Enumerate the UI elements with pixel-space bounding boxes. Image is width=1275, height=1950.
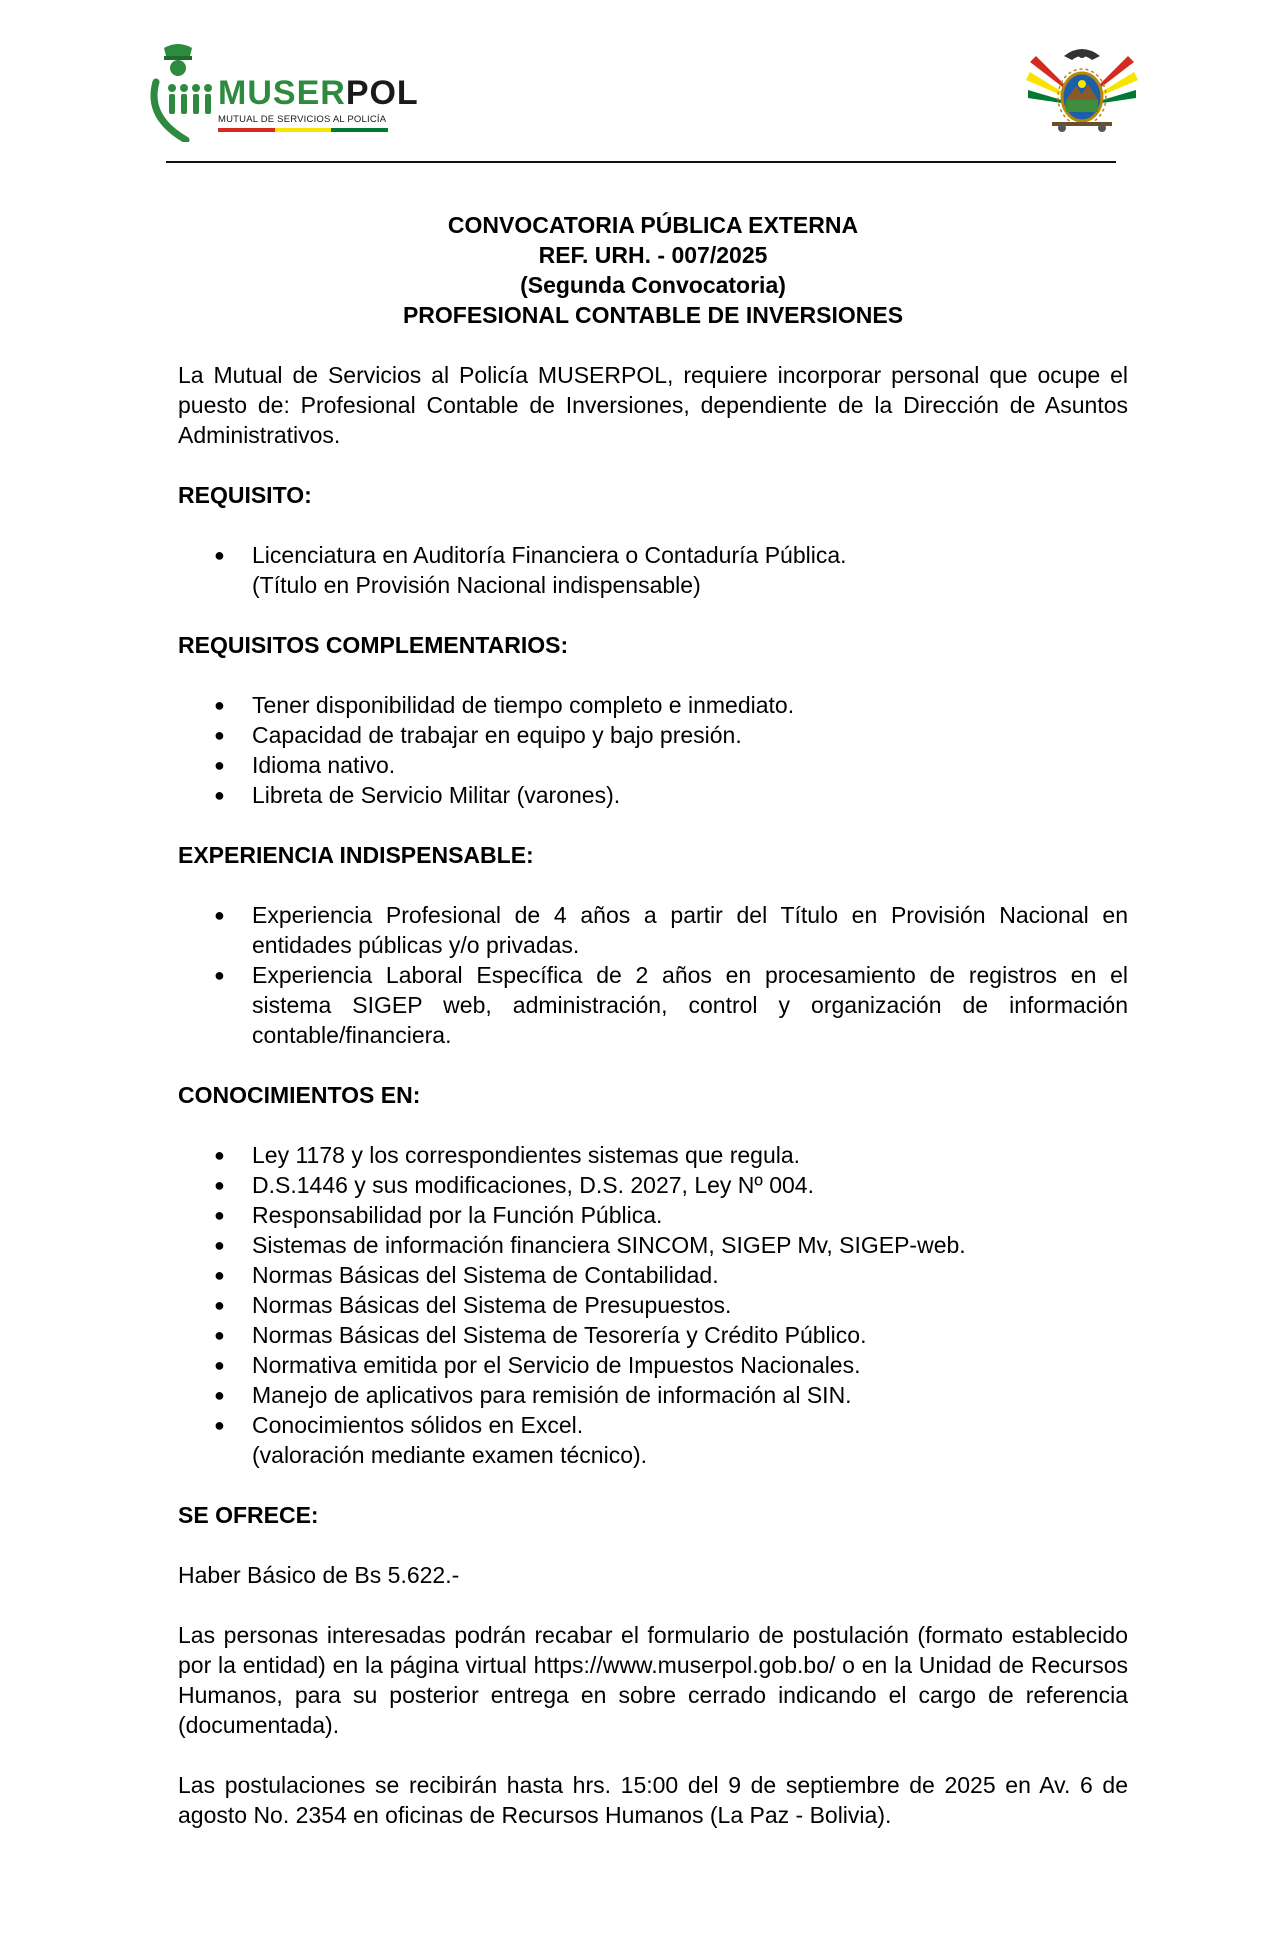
flag-stripe [218,128,388,132]
muserpol-logo [146,42,419,152]
conocimientos-list [178,1140,1128,1470]
list-item: ● Ley 1178 y los correspondientes sistemas que regula. [178,1140,1128,1170]
list-item: ● Responsabilidad por la Función Pública. [178,1200,1128,1230]
list-item: ● Libreta de Servicio Militar (varones). [178,780,1128,810]
list-item-note: (Título en Provisión Nacional indispensable) [252,572,701,598]
list-item: ● Normas Básicas del Sistema de Presupuestos. [178,1290,1128,1320]
list-item-text: Licenciatura en Auditoría Financiera o Contaduría Pública. [252,542,847,568]
document-header [0,0,1275,170]
complementarios-list [178,690,1128,810]
logo-wordmark-part: SER [272,74,346,112]
logo-wordmark-part: POL [345,74,419,112]
list-item [178,540,1128,600]
coat-of-arms-icon [1022,42,1142,142]
title-line: (Segunda Convocatoria) [520,272,786,298]
requisito-list [178,540,1128,600]
list-item: ● Capacidad de trabajar en equipo y bajo presión. [178,720,1128,750]
muserpol-emblem-icon [146,42,216,142]
list-item: ● Normativa emitida por el Servicio de Impuestos Nacionales. [178,1350,1128,1380]
section-heading-conocimientos: CONOCIMIENTOS EN: [178,1082,421,1108]
position-title: PROFESIONAL CONTABLE DE INVERSIONES [402,302,904,328]
deadline-paragraph: Las postulaciones se recibirán hasta hrs. 15:00 del 9 de septiembre de 2025 en Av. 6 de agosto No. 2354 en oficinas de Recursos Humanos (La Paz - Bolivia). [178,1772,1128,1828]
list-item: ● Idioma nativo. [178,750,1128,780]
list-item [178,1410,1128,1470]
section-heading-complementarios: REQUISITOS COMPLEMENTARIOS: [178,632,569,658]
list-item: ● Manejo de aplicativos para remisión de información al SIN. [178,1380,1128,1410]
list-item: ● Tener disponibilidad de tiempo completo e inmediato. [178,690,1128,720]
application-paragraph: Las personas interesadas podrán recabar el formulario de postulación (formato establecido por la entidad) en la página virtual https://www.muserpol.gob.bo/ o en la Unidad de Recursos Humanos, para su posterior entrega en sobre cerrado indicando el cargo de referencia (documentada). [178,1622,1128,1738]
logo-wordmark-part: MU [218,74,273,112]
section-heading-experiencia: EXPERIENCIA INDISPENSABLE: [178,842,534,868]
salary-text: Haber Básico de Bs 5.622.- [178,1562,460,1588]
logo-subtitle: MUTUAL DE SERVICIOS AL POLICÍA [218,114,387,125]
logo-wordmark [218,76,419,110]
title-reference: REF. URH. - 007/2025 [538,242,768,268]
section-heading-requisito: REQUISITO: [178,482,312,508]
intro-paragraph: La Mutual de Servicios al Policía MUSERPOL, requiere incorporar personal que ocupe el puesto de: Profesional Contable de Inversiones, dependiente de la Dirección de Asuntos Administrativos. [178,362,1128,448]
list-item: ● Normas Básicas del Sistema de Tesorería y Crédito Público. [178,1320,1128,1350]
list-item: ● Sistemas de información financiera SINCOM, SIGEP Mv, SIGEP-web. [178,1230,1128,1260]
experiencia-list [178,900,1128,1050]
document-body [178,210,1128,1860]
list-item-text: Conocimientos sólidos en Excel. [252,1412,584,1438]
section-heading-ofrece: SE OFRECE: [178,1502,319,1528]
header-divider [166,161,1116,163]
list-item-note: (valoración mediante examen técnico). [252,1442,648,1468]
list-item: ● Normas Básicas del Sistema de Contabilidad. [178,1260,1128,1290]
list-item: ● D.S.1446 y sus modificaciones, D.S. 2027, Ley Nº 004. [178,1170,1128,1200]
list-item: ● Experiencia Laboral Específica de 2 años en procesamiento de registros en el sistema SIGEP web, administración, control y organización de información contable/financiera. [178,960,1128,1050]
document-title [178,210,1128,330]
title-line: CONVOCATORIA PÚBLICA EXTERNA [447,212,859,238]
list-item: ● Experiencia Profesional de 4 años a partir del Título en Provisión Nacional en entidades públicas y/o privadas. [178,900,1128,960]
